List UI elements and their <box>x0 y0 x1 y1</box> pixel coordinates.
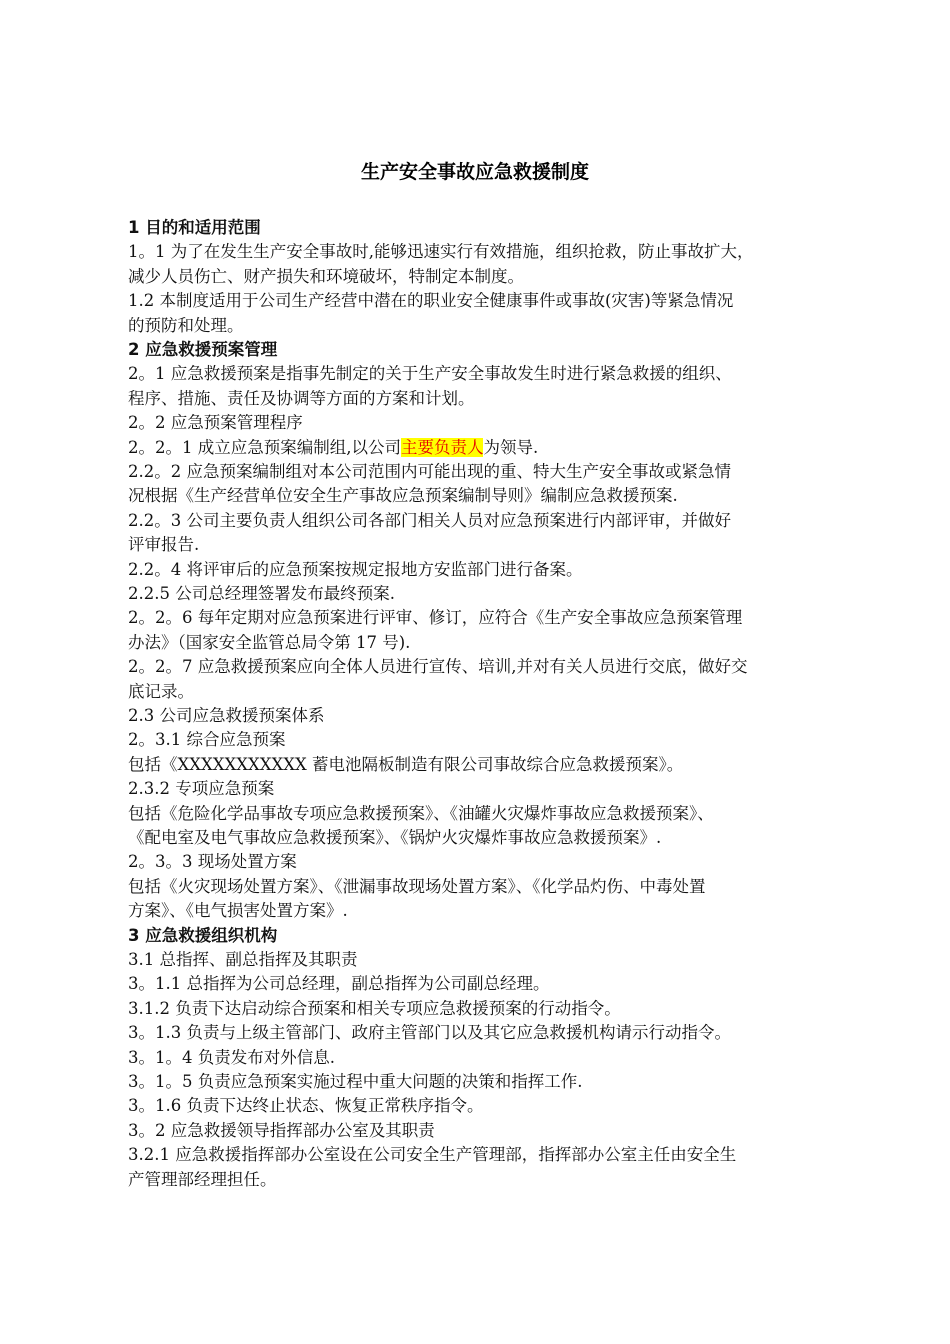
body-line: 1。1 为了在发生生产安全事故时,能够迅速实行有效措施，组织抢救，防止事故扩大， <box>128 242 754 262</box>
body-line: 的预防和处理。 <box>128 315 244 335</box>
section-heading: 1 目的和适用范围 <box>128 218 261 237</box>
body-line: 2。3。3 现场处置方案 <box>128 852 297 872</box>
body-line: 2.3 公司应急救援预案体系 <box>128 706 325 725</box>
body-line: 评审报告. <box>128 535 200 555</box>
highlighted-text: 主要负责人 <box>400 437 484 457</box>
body-line: 2。1 应急救援预案是指事先制定的关于生产安全事故发生时进行紧急救援的组织、 <box>128 364 732 384</box>
body-line: 况根据《生产经营单位安全生产事故应急预案编制导则》编制应急救援预案. <box>128 486 678 506</box>
body-line: 3。1.3 负责与上级主管部门、政府主管部门以及其它应急救援机构请示行动指令。 <box>128 1023 731 1043</box>
body-line: 3.1 总指挥、副总指挥及其职责 <box>128 950 358 969</box>
body-line: 3。1.6 负责下达终止状态、恢复正常秩序指令。 <box>128 1096 484 1116</box>
body-line: 2。2。6 每年定期对应急预案进行评审、修订，应符合《生产安全事故应急预案管理 <box>128 608 743 628</box>
body-line: 底记录。 <box>128 681 194 701</box>
body-line: 减少人员伤亡、财产损失和环境破坏，特制定本制度。 <box>128 266 524 286</box>
body-line: 2.2。4 将评审后的应急预案按规定报地方安监部门进行备案。 <box>128 559 583 579</box>
body-line: 包括《火灾现场处置方案》、《泄漏事故现场处置方案》、《化学品灼伤、中毒处置 <box>128 876 706 896</box>
section-heading: 3 应急救援组织机构 <box>128 925 278 945</box>
body-line: 办法》（国家安全监管总局令第 17 号). <box>128 632 411 652</box>
body-line: 2。2 应急预案管理程序 <box>128 413 303 433</box>
body-line: 方案》、《电气损害处置方案》. <box>128 901 348 921</box>
body-line: 1.2 本制度适用于公司生产经营中潜在的职业安全健康事件或事故(灾害)等紧急情况 <box>128 291 734 311</box>
body-line: 2.2。3 公司主要负责人组织公司各部门相关人员对应急预案进行内部评审，并做好 <box>128 510 731 530</box>
body-line: 2。2。7 应急救援预案应向全体人员进行宣传、培训,并对有关人员进行交底，做好交 <box>128 657 748 677</box>
body-line: 《配电室及电气事故应急救援预案》、《锅炉火灾爆炸事故应急救援预案》. <box>128 828 662 847</box>
body-line: 3。1。4 负责发布对外信息. <box>128 1047 335 1067</box>
body-line: 3。1。5 负责应急预案实施过程中重大问题的决策和指挥工作. <box>128 1072 583 1091</box>
line-text: 为领导. <box>483 437 539 457</box>
body-line: 2.2.5 公司总经理签署发布最终预案. <box>128 584 395 603</box>
body-line: 包括《XXXXXXXXXXX 蓄电池隔板制造有限公司事故综合应急救援预案》。 <box>128 754 684 774</box>
body-line: 2.3.2 专项应急预案 <box>128 779 275 799</box>
body-line: 3。2 应急救援领导指挥部办公室及其职责 <box>128 1120 435 1140</box>
body-line: 2.2。2 应急预案编制组对本公司范围内可能出现的重、特大生产安全事故或紧急情 <box>128 462 731 481</box>
document-title: 生产安全事故应急救援制度 <box>360 161 589 183</box>
body-line: 3.2.1 应急救援指挥部办公室设在公司安全生产管理部，指挥部办公室主任由安全生 <box>128 1145 737 1165</box>
body-line: 3。1.1 总指挥为公司总经理，副总指挥为公司副总经理。 <box>128 974 550 994</box>
body-line: 产管理部经理担任。 <box>128 1169 277 1189</box>
body-line: 程序、措施、责任及协调等方面的方案和计划。 <box>128 388 475 408</box>
line-text: 2。2。1 成立应急预案编制组,以公司 <box>128 437 401 457</box>
body-line: 2。3.1 综合应急预案 <box>128 730 286 750</box>
section-heading: 2 应急救援预案管理 <box>128 340 278 359</box>
body-line: 3.1.2 负责下达启动综合预案和相关专项应急救援预案的行动指令。 <box>128 998 621 1018</box>
body-line <box>128 435 848 460</box>
body-line: 包括《危险化学品事故专项应急救援预案》、《油罐火灾爆炸事故应急救援预案》、 <box>128 803 714 823</box>
